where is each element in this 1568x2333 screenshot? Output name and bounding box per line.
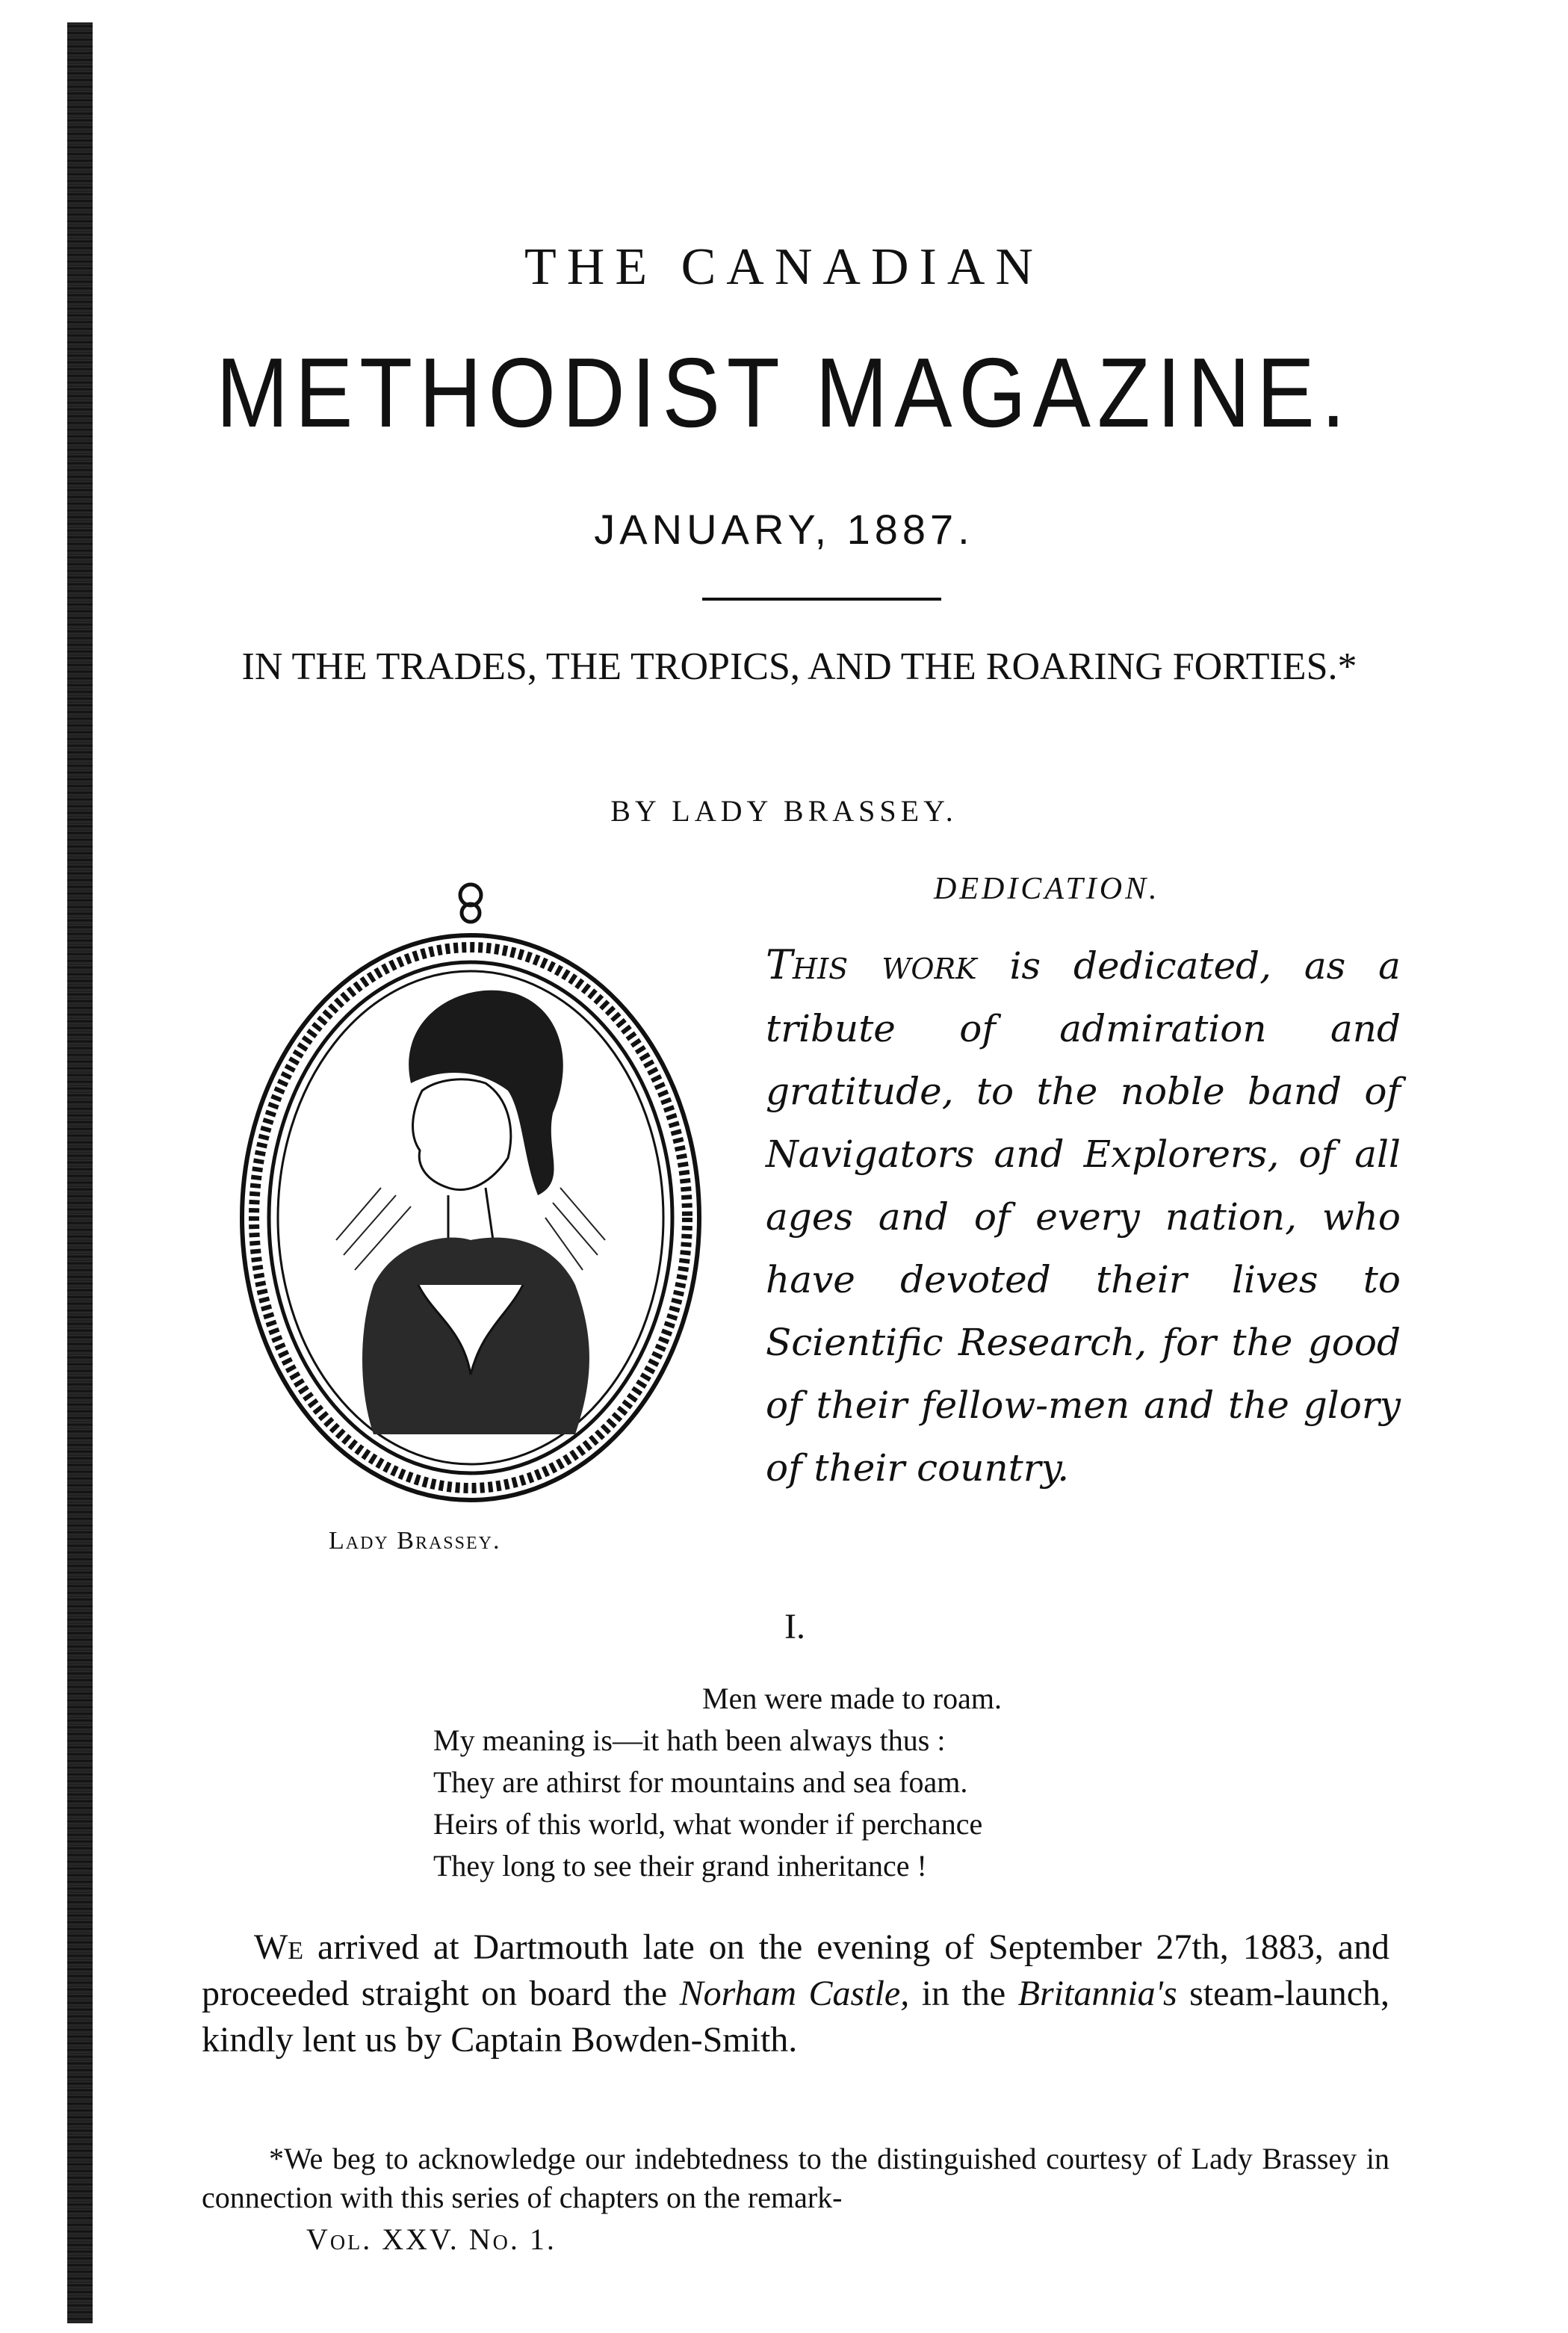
opening-paragraph (202, 1924, 1389, 2063)
article-byline: BY LADY BRASSEY. (610, 794, 958, 828)
poem-line: They are athirst for mountains and sea foam. (433, 1765, 968, 1799)
portrait-caption: Lady Brassey. (329, 1527, 501, 1555)
portrait-engraving (224, 867, 717, 1509)
poem-line: They long to see their grand inheritance ! (433, 1849, 927, 1883)
launch-name: Britannia's (1017, 1974, 1177, 2013)
volume-signature: Vol. XXV. No. 1. (306, 2222, 557, 2256)
masthead-line-2: METHODIST MAGAZINE. (216, 338, 1352, 447)
paragraph-lead: We (254, 1927, 304, 1967)
paragraph-text: in the (909, 1974, 1018, 2013)
page-spine-edge (67, 22, 93, 2323)
poem-line: Heirs of this world, what wonder if perchance (433, 1807, 983, 1841)
poem-line: Men were made to roam. (702, 1682, 1002, 1715)
masthead-line-1: THE CANADIAN (524, 238, 1044, 296)
paragraph-text: arrived at Dartmouth late on the evening of September 27th, 1883, and proceeded straight on board the (202, 1927, 1389, 2013)
epigraph-poem (433, 1678, 1255, 1887)
paragraph-text: steam-launch, kindly lent us by Captain Bowden-Smith. (202, 1974, 1390, 2060)
dedication-lead: This work (766, 941, 977, 988)
article-title: IN THE TRADES, THE TROPICS, AND THE ROARING FORTIES.* (241, 645, 1357, 688)
section-numeral: I. (784, 1607, 805, 1646)
footnote: *We beg to acknowledge our indebtedness to the distinguished courtesy of Lady Brassey in connection with this series of chapters on the remark- (202, 2142, 1389, 2214)
dedication-text (766, 934, 1401, 1499)
poem-line: My meaning is—it hath been always thus : (433, 1723, 946, 1757)
ship-name: Norham Castle, (679, 1974, 910, 2013)
dedication-body: is dedicated, as a tribute of admiration and gratitude, to the noble band of Navigators and Explorers, of all ages and of every nation, who have devoted their lives to Scientific Research, for the good of their fellow-men and the glory of their country. (766, 944, 1401, 1490)
dedication-heading: DEDICATION. (934, 872, 1160, 906)
issue-date: JANUARY, 1887. (594, 506, 974, 553)
title-divider (702, 598, 941, 601)
